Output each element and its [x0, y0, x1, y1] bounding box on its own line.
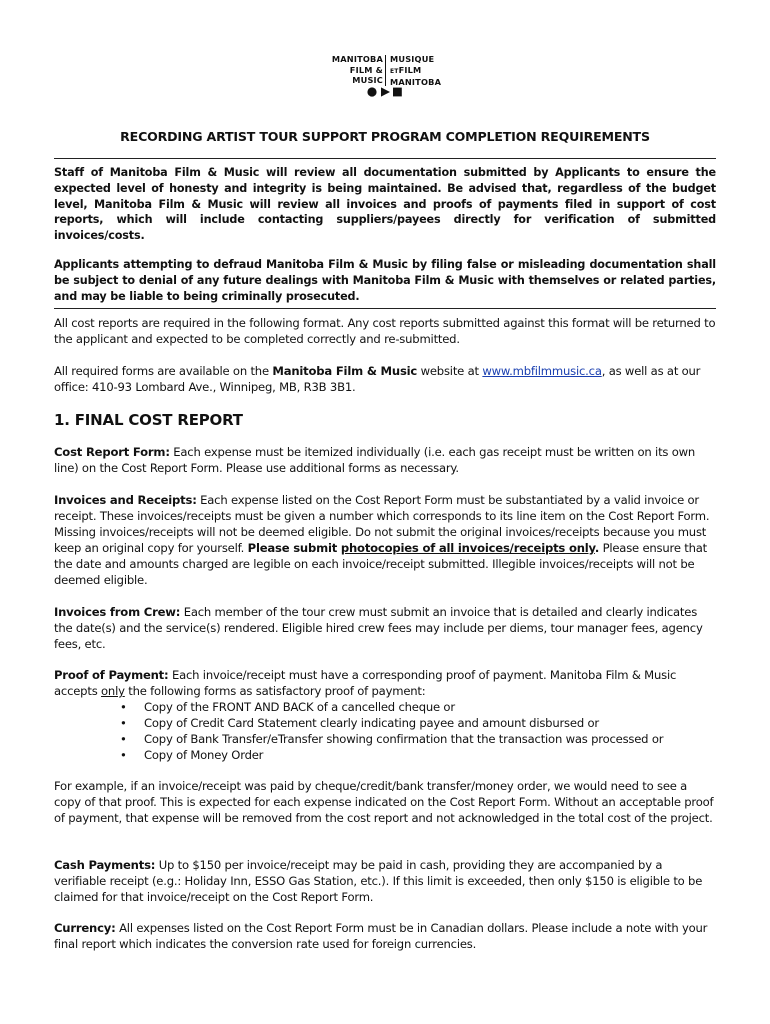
- notice-fraud-paragraph: Applicants attempting to defraud Manitoba Film & Music by filing false or misleading documentation shall be subject to denial of any future dealings with Manitoba Film & Music with themselves or related parties, and may be liable to being criminally prosecuted.: [54, 257, 716, 303]
- notice-review-paragraph: Staff of Manitoba Film & Music will review all documentation submitted by Applicants to ensure the expected level of honesty and integrity is being maintained. Be advised that, regardless of the budget level, Manitoba Film & Music will review all invoices and proofs of payments filed in support of cost reports, which will include contacting suppliers/payees directly for verification of submitted invoices/costs.: [54, 166, 716, 243]
- logo-divider: [385, 55, 386, 86]
- logo-shapes-icon: [366, 86, 406, 98]
- cash-payments-paragraph: Cash Payments: Up to $150 per invoice/receipt may be paid in cash, providing they are accompanied by a verifiable receipt (e.g.: Holiday Inn, ESSO Gas Station, etc.). If this limit is exceeded, then only $150 is eligible to be claimed for that invoice/receipt on the Cost Report Form.: [54, 858, 703, 904]
- list-item: • Copy of the FRONT AND BACK of a cancelled cheque or: [120, 699, 455, 714]
- invoices-receipts-paragraph: Invoices and Receipts: Each expense listed on the Cost Report Form must be substantiated by a valid invoice or receipt. These invoices/receipts must be given a number which corresponds to its line item on the Cost Report Form. Missing invoices/receipts will not be deemed eligible. Do not submit the original invoices/receipts because you must keep an original copy for yourself. Please submit photocopies of all invoices/receipts only. Please ensure that the date and amounts charged are legible on each invoice/receipt submitted. Illegible invoices/receipts will not be deemed eligible.: [54, 493, 710, 587]
- section-heading-final-cost-report: 1. FINAL COST REPORT: [54, 411, 243, 429]
- document-title: RECORDING ARTIST TOUR SUPPORT PROGRAM COMPLETION REQUIREMENTS: [120, 129, 650, 144]
- example-paragraph: For example, if an invoice/receipt was paid by cheque/credit/bank transfer/money order, we would need to see a copy of that proof. This is expected for each expense indicated on the Cost Report Form. Without an acceptable proof of payment, that expense will be removed from the cost report and not acknowledged in the total cost of the project.: [54, 779, 714, 825]
- website-link[interactable]: www.mbfilmmusic.ca: [482, 364, 602, 378]
- proof-of-payment-paragraph: Proof of Payment: Each invoice/receipt must have a corresponding proof of payment. Manitoba Film & Music accepts only the following forms as satisfactory proof of payment: • Copy of the FRONT AND BACK of a cancelled cheque or • Copy of Credit Card Statement clearly indicating payee and amount disbursed or • Copy of Bank Transfer/eTransfer showing confirmation that the transaction was processed or • Copy of Money Order: [54, 668, 716, 763]
- fraud-notice-box: [54, 158, 716, 309]
- intro-forms-paragraph: All required forms are available on the Manitoba Film & Music website at www.mbfilmmusic.ca, as well as at our office: 410-93 Lombard Ave., Winnipeg, MB, R3B 3B1.: [54, 364, 701, 394]
- logo-french-text: MUSIQUE ETFILM MANITOBA: [390, 54, 442, 87]
- list-item: • Copy of Money Order: [120, 747, 264, 762]
- proof-of-payment-list: [54, 700, 716, 764]
- currency-paragraph: Currency: All expenses listed on the Cost Report Form must be in Canadian dollars. Please include a note with your final report which indicates the conversion rate used for foreign currencies.: [54, 921, 708, 951]
- manitoba-film-music-logo: [316, 54, 456, 100]
- intro-format-paragraph: All cost reports are required in the following format. Any cost reports submitted against this format will be returned to the applicant and expected to be completed correctly and re-submitted.: [54, 316, 716, 346]
- list-item: • Copy of Credit Card Statement clearly indicating payee and amount disbursed or: [120, 715, 599, 730]
- crew-invoices-paragraph: Invoices from Crew: Each member of the tour crew must submit an invoice that is detailed and clearly indicates the date(s) and the service(s) rendered. Eligible hired crew fees may include per diems, tour manager fees, agency fees, etc.: [54, 605, 703, 651]
- cost-report-form-paragraph: Cost Report Form: Each expense must be itemized individually (i.e. each gas receipt must be written on its own line) on the Cost Report Form. Please use additional forms as necessary.: [54, 445, 696, 475]
- logo-english-text: MANITOBA FILM & MUSIC: [331, 54, 383, 85]
- list-item: • Copy of Bank Transfer/eTransfer showing confirmation that the transaction was processed or: [120, 731, 664, 746]
